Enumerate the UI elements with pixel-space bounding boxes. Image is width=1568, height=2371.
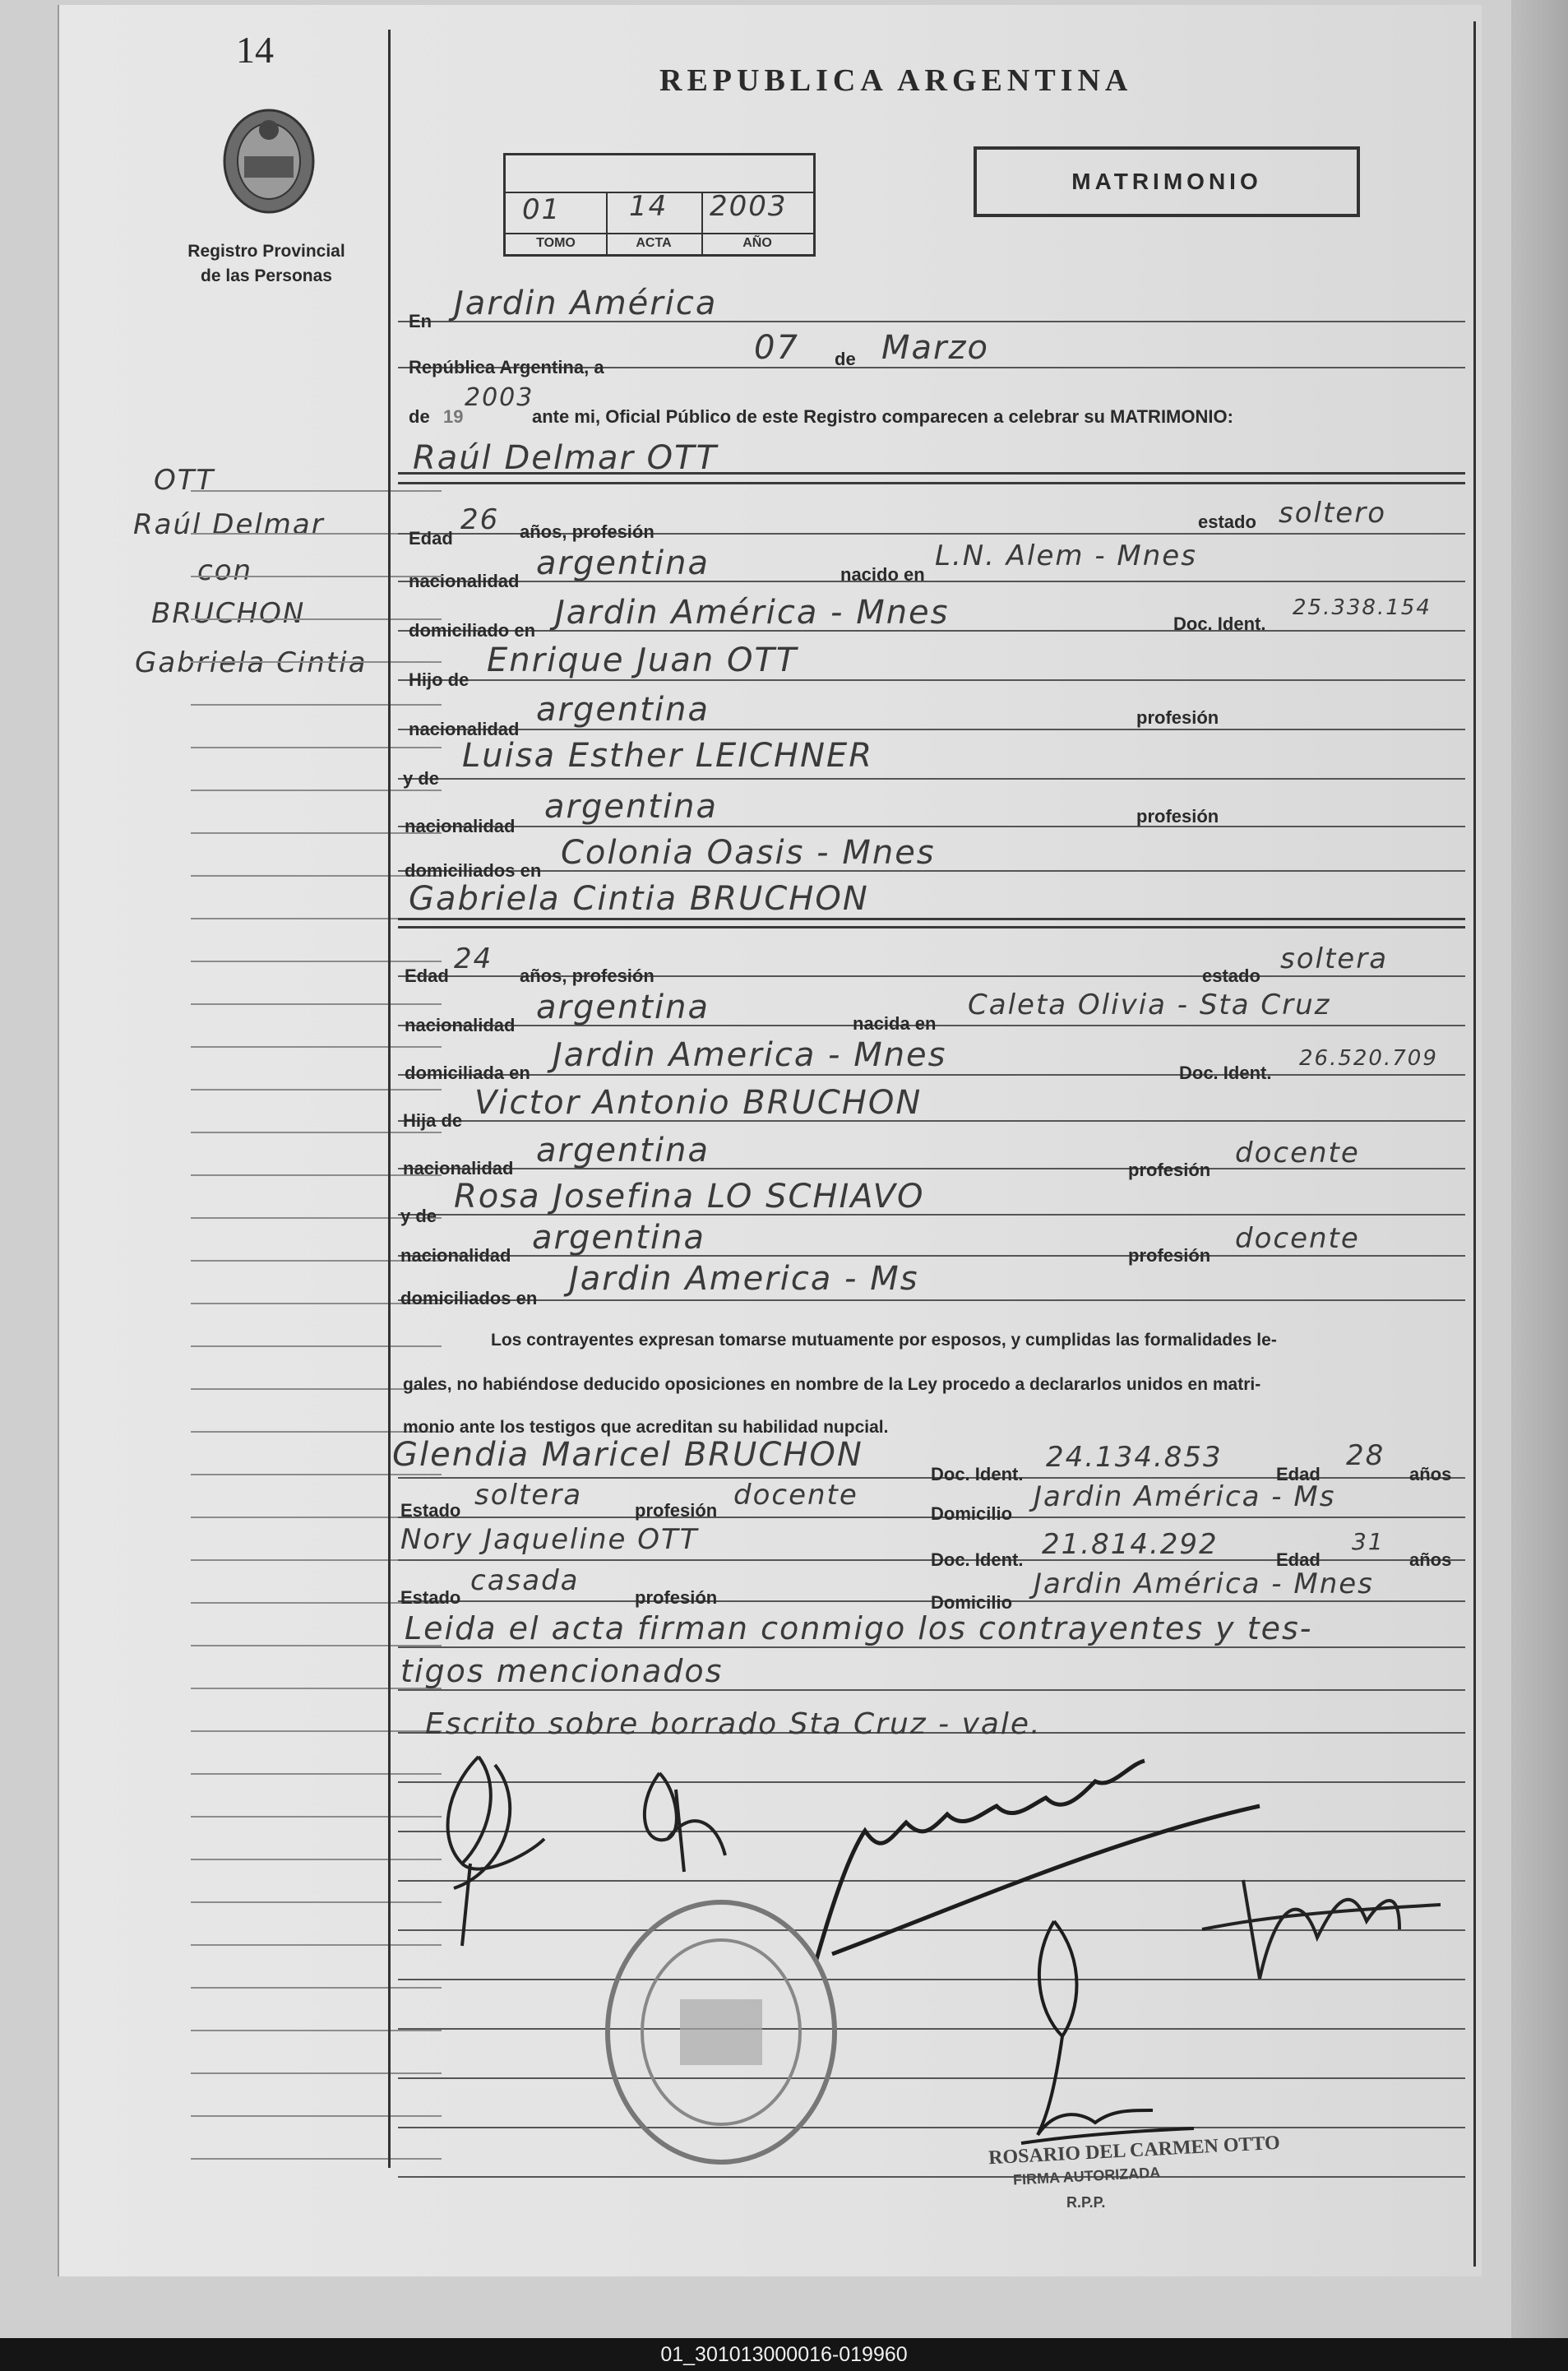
groom-mother: Luisa Esther LEICHNER (462, 737, 874, 775)
margin-rule (191, 490, 442, 492)
closing-line-2: gales, no habiéndose deducido oposiciones en nombre de la Ley procedo a declararlos unidos en matri- (403, 1375, 1261, 1394)
margin-rule (191, 1345, 442, 1347)
witness-1-label-edad: Edad (1276, 1464, 1321, 1484)
label-en: En (409, 311, 432, 331)
groom-father: Enrique Juan OTT (487, 641, 798, 679)
page-number: 14 (236, 29, 274, 71)
margin-divider (388, 30, 391, 2168)
form-rule (398, 2176, 1465, 2178)
groom-age: 26 (460, 503, 500, 536)
acta-label: ACTA (636, 236, 672, 250)
official-name: ROSARIO DEL CARMEN OTTO (988, 2132, 1281, 2170)
groom-label-mother-nacionalidad: nacionalidad (405, 816, 516, 836)
margin-rule (191, 661, 442, 663)
bride-mother: Rosa Josefina LO SCHIAVO (454, 1178, 925, 1216)
bride-name: Gabriela Cintia BRUCHON (409, 880, 869, 918)
witness-1-profession: docente (733, 1479, 858, 1512)
form-rule (398, 1299, 1465, 1301)
handwritten-closing-2: tigos mencionados (400, 1653, 724, 1689)
bride-label-nacionalidad: nacionalidad (405, 1015, 516, 1035)
witness-2-label-estado: Estado (400, 1587, 461, 1608)
closing-line-1: Los contrayentes expresan tomarse mutuamente por esposos, y cumplidas las formalidades le- (491, 1331, 1277, 1350)
label-republica: República Argentina, a (409, 357, 604, 377)
registry-name-line-2: de las Personas (201, 266, 332, 285)
groom-label-estado: estado (1198, 512, 1256, 532)
groom-parents-domicile: Colonia Oasis - Mnes (561, 834, 936, 872)
bride-nationality: argentina (536, 989, 710, 1026)
margin-rule (191, 1901, 442, 1903)
margin-note-line-3: con (197, 554, 253, 587)
margin-rule (191, 1944, 442, 1946)
margin-rule (191, 618, 442, 620)
margin-rule (191, 1003, 442, 1005)
groom-label-domiciliado: domiciliado en (409, 620, 536, 641)
file-id: 01_301013000016-019960 (660, 2343, 908, 2366)
witness-2-label-domicilio: Domicilio (931, 1592, 1013, 1613)
margin-rule (191, 2158, 442, 2160)
bride-label-nacida-en: nacida en (853, 1013, 937, 1034)
form-rule (398, 1689, 1465, 1691)
bride-label-anos-profesion: años, profesión (520, 966, 654, 986)
witness-2-label-doc: Doc. Ident. (931, 1549, 1024, 1570)
margin-rule (191, 704, 442, 706)
margin-rule (191, 1859, 442, 1860)
closing-line-3: monio ante los testigos que acreditan su habilidad nupcial. (403, 1418, 889, 1437)
bride-status: soltera (1280, 942, 1389, 975)
label-de-year: de (409, 406, 430, 427)
right-border (1473, 21, 1476, 2267)
bride-parents-domicile: Jardin America - Ms (569, 1260, 919, 1298)
margin-rule (191, 1046, 442, 1048)
form-rule (398, 918, 1465, 920)
bride-father-profession: docente (1235, 1137, 1360, 1169)
ano-value: 2003 (710, 190, 788, 223)
book-spine (1511, 0, 1568, 2338)
witness-2-label-edad: Edad (1276, 1549, 1321, 1570)
margin-rule (191, 2115, 442, 2117)
bride-father-nationality: argentina (536, 1132, 710, 1169)
bride-age: 24 (454, 942, 493, 975)
form-rule (398, 679, 1465, 681)
witness-2-domicile: Jardin América - Mnes (1034, 1568, 1374, 1600)
official-role: FIRMA AUTORIZADA (1012, 2164, 1161, 2188)
certificate-page (58, 5, 1482, 2276)
groom-label-anos-profesion: años, profesión (520, 521, 654, 542)
witness-1-label-anos: años (1409, 1464, 1452, 1484)
groom-label-y-de: y de (403, 768, 440, 789)
act-type-box (974, 146, 1360, 217)
margin-rule (191, 961, 442, 962)
margin-note-line-4: BRUCHON (151, 597, 306, 630)
form-rule (398, 2028, 1465, 2030)
place-of-marriage: Jardin América (454, 285, 718, 322)
margin-rule (191, 747, 442, 748)
handwritten-closing-1: Leida el acta firman conmigo los contrayentes y tes- (405, 1610, 1313, 1646)
signature-witness-2 (1194, 1855, 1457, 1987)
witness-2-label-profesion: profesión (635, 1587, 718, 1608)
bride-label-domiciliados: domiciliados en (400, 1288, 538, 1308)
witness-2-label-anos: años (1409, 1549, 1452, 1570)
country-title: REPUBLICA ARGENTINA (659, 63, 1133, 98)
groom-status: soltero (1279, 497, 1386, 530)
marriage-year: 2003 (465, 383, 534, 412)
signature-bride (627, 1757, 750, 1880)
form-rule (398, 1074, 1465, 1076)
bride-father: Victor Antonio BRUCHON (474, 1084, 923, 1122)
bride-label-domiciliada: domiciliada en (405, 1063, 530, 1083)
margin-note-line-1: OTT (154, 464, 215, 497)
record-box (503, 153, 816, 257)
form-rule (398, 2127, 1465, 2128)
bride-label-doc: Doc. Ident. (1179, 1063, 1272, 1083)
groom-label-mother-profesion: profesión (1136, 806, 1219, 827)
witness-2-status: casada (470, 1564, 580, 1597)
label-de-month: de (835, 349, 856, 369)
tomo-label: TOMO (536, 236, 576, 250)
groom-label-nacionalidad: nacionalidad (409, 571, 520, 591)
signature-groom (429, 1740, 553, 1954)
signature-official (955, 1913, 1202, 2160)
groom-doc: 25.338.154 (1293, 595, 1432, 620)
margin-rule (191, 1132, 442, 1133)
bride-doc: 26.520.709 (1299, 1046, 1438, 1071)
intro-text: ante mi, Oficial Público de este Registro comparecen a celebrar su MATRIMONIO: (532, 406, 1233, 427)
groom-label-father-profesion: profesión (1136, 707, 1219, 728)
groom-domicile: Jardin América - Mnes (555, 594, 950, 632)
witness-2-name: Nory Jaqueline OTT (400, 1523, 699, 1556)
marriage-month: Marzo (881, 329, 989, 367)
handwritten-closing-3: Escrito sobre borrado Sta Cruz - vale. (425, 1707, 1042, 1741)
witness-1-label-profesion: profesión (635, 1500, 718, 1521)
form-rule (398, 778, 1465, 780)
tomo-value: 01 (522, 193, 562, 226)
official-abbr: R.P.P. (1066, 2194, 1106, 2211)
margin-rule (191, 1816, 442, 1818)
groom-birthplace: L.N. Alem - Mnes (935, 539, 1197, 572)
groom-label-father-nacionalidad: nacionalidad (409, 719, 520, 739)
ano-label: AÑO (742, 236, 772, 250)
groom-father-nationality: argentina (536, 691, 710, 729)
bride-label-estado: estado (1202, 966, 1260, 986)
bride-mother-profession: docente (1235, 1222, 1360, 1255)
bride-label-father-nacionalidad: nacionalidad (403, 1158, 514, 1179)
witness-1-label-doc: Doc. Ident. (931, 1464, 1024, 1484)
margin-rule (191, 2030, 442, 2031)
margin-rule (191, 2072, 442, 2074)
groom-label-edad: Edad (409, 528, 453, 549)
marriage-day: 07 (754, 329, 799, 367)
bride-domicile: Jardin America - Mnes (553, 1036, 947, 1074)
groom-nationality: argentina (536, 544, 710, 582)
bride-label-y-de: y de (400, 1206, 437, 1226)
form-rule (398, 826, 1465, 827)
bride-label-mother-profesion: profesión (1128, 1245, 1211, 1266)
groom-mother-nationality: argentina (544, 788, 718, 826)
groom-label-domiciliados: domiciliados en (405, 860, 542, 881)
bride-label-edad: Edad (405, 966, 449, 986)
coat-of-arms-icon (220, 102, 318, 217)
witness-1-name: Glendia Maricel BRUCHON (392, 1436, 863, 1474)
form-rule (398, 1646, 1465, 1648)
witness-1-label-estado: Estado (400, 1500, 461, 1521)
witness-2-age: 31 (1352, 1528, 1385, 1555)
bride-label-hija-de: Hija de (403, 1110, 463, 1131)
margin-rule (191, 1773, 442, 1775)
witness-1-label-domicilio: Domicilio (931, 1503, 1013, 1524)
margin-note-line-5: Gabriela Cintia (135, 646, 368, 679)
record-box-label-line (506, 233, 813, 234)
form-rule (398, 482, 1465, 484)
form-rule (398, 2077, 1465, 2079)
groom-label-nacido-en: nacido en (840, 564, 925, 585)
bride-birthplace: Caleta Olivia - Sta Cruz (968, 989, 1331, 1021)
groom-label-hijo-de: Hijo de (409, 669, 469, 690)
bride-label-father-profesion: profesión (1128, 1160, 1211, 1180)
witness-1-age: 28 (1346, 1439, 1385, 1472)
margin-rule (191, 1474, 442, 1475)
file-id-footer (0, 2338, 1568, 2371)
year-printed-prefix: 19 (443, 406, 464, 427)
groom-label-doc: Doc. Ident. (1173, 614, 1266, 634)
witness-1-status: soltera (474, 1479, 583, 1512)
acta-value: 14 (629, 190, 668, 223)
registry-name-line-1: Registro Provincial (187, 242, 345, 261)
margin-rule (191, 1987, 442, 1989)
act-type-label: MATRIMONIO (1071, 169, 1262, 194)
groom-name: Raúl Delmar OTT (413, 439, 718, 477)
margin-rule (191, 1089, 442, 1091)
official-seal-icon (602, 1896, 840, 2168)
margin-rule (191, 790, 442, 791)
margin-note-line-2: Raúl Delmar (133, 508, 325, 541)
witness-1-domicile: Jardin América - Ms (1034, 1480, 1336, 1513)
form-rule (398, 729, 1465, 730)
witness-1-doc: 24.134.853 (1046, 1441, 1223, 1474)
witness-2-doc: 21.814.292 (1042, 1528, 1219, 1561)
form-rule (398, 926, 1465, 928)
margin-rule (191, 576, 442, 577)
bride-label-mother-nacionalidad: nacionalidad (400, 1245, 511, 1266)
bride-mother-nationality: argentina (532, 1219, 705, 1257)
